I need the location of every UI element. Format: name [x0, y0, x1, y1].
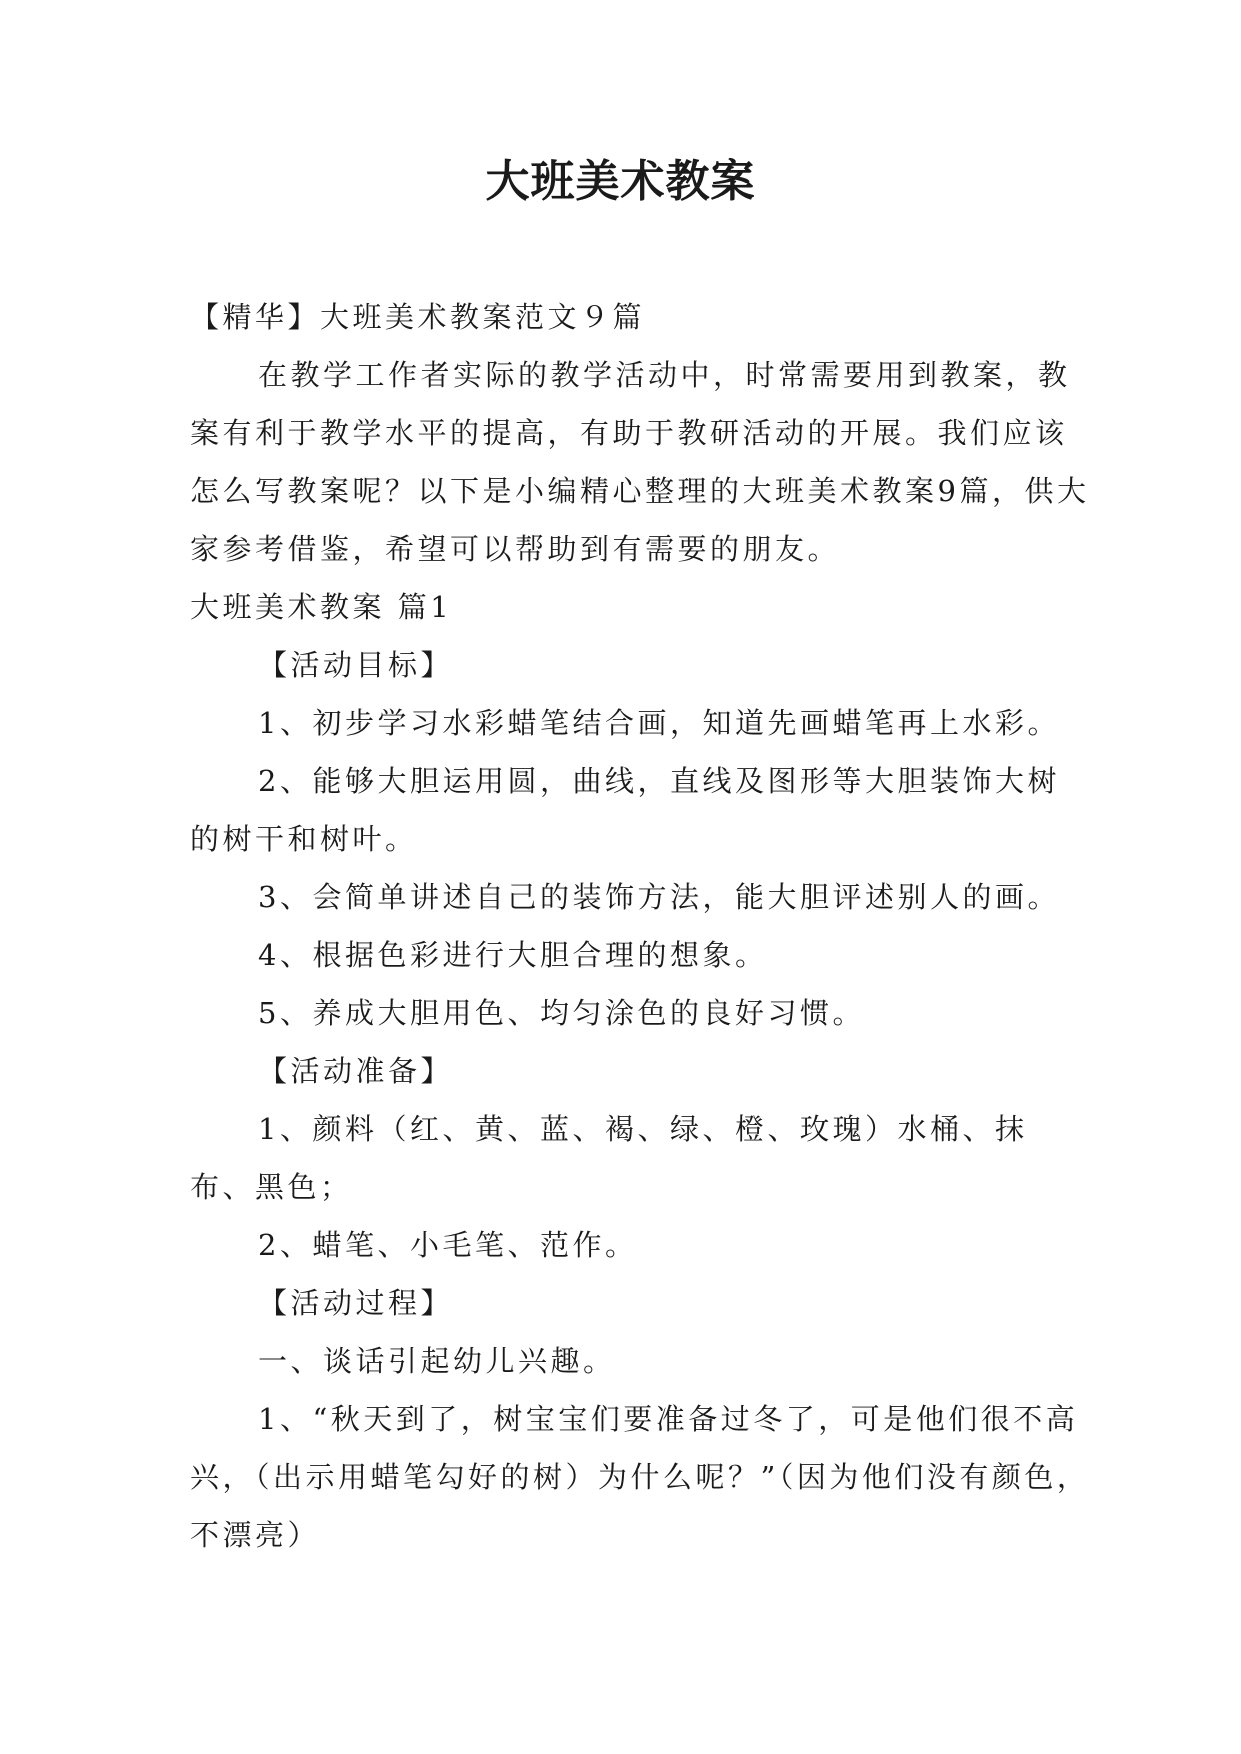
paragraph: 【活动准备】	[258, 1054, 454, 1088]
paragraph: 1、颜料（红、黄、蓝、褐、绿、橙、玫瑰）水桶、抹布、黑色；	[190, 1112, 1028, 1204]
paragraph: 1、初步学习水彩蜡笔结合画，知道先画蜡笔再上水彩。	[258, 706, 1060, 740]
paragraph: 1、“秋天到了，树宝宝们要准备过冬了，可是他们很不高兴，（出示用蜡笔勾好的树）为什么呢？”（因为他们没有颜色，不漂亮）	[190, 1402, 1090, 1552]
paragraph: 3、会简单讲述自己的装饰方法，能大胆评述别人的画。	[258, 880, 1060, 914]
paragraph: 【精华】大班美术教案范文９篇	[190, 300, 646, 334]
paragraph: 一、谈话引起幼儿兴趣。	[258, 1344, 616, 1378]
paragraph: 大班美术教案 篇1	[190, 590, 453, 624]
document-body	[190, 288, 1090, 1564]
paragraph: 2、能够大胆运用圆，曲线，直线及图形等大胆装饰大树的树干和树叶。	[190, 764, 1060, 856]
document-title: 大班美术教案	[485, 156, 756, 207]
paragraph: 【活动过程】	[258, 1286, 454, 1320]
paragraph: 在教学工作者实际的教学活动中，时常需要用到教案，教案有利于教学水平的提高，有助于教研活动的开展。我们应该怎么写教案呢？以下是小编精心整理的大班美术教案9篇，供大家参考借鉴，希望可以帮助到有需要的朋友。	[190, 358, 1090, 566]
paragraph: 2、蜡笔、小毛笔、范作。	[258, 1228, 638, 1262]
paragraph: 5、养成大胆用色、均匀涂色的良好习惯。	[258, 996, 865, 1030]
paragraph: 4、根据色彩进行大胆合理的想象。	[258, 938, 768, 972]
paragraph: 【活动目标】	[258, 648, 454, 682]
